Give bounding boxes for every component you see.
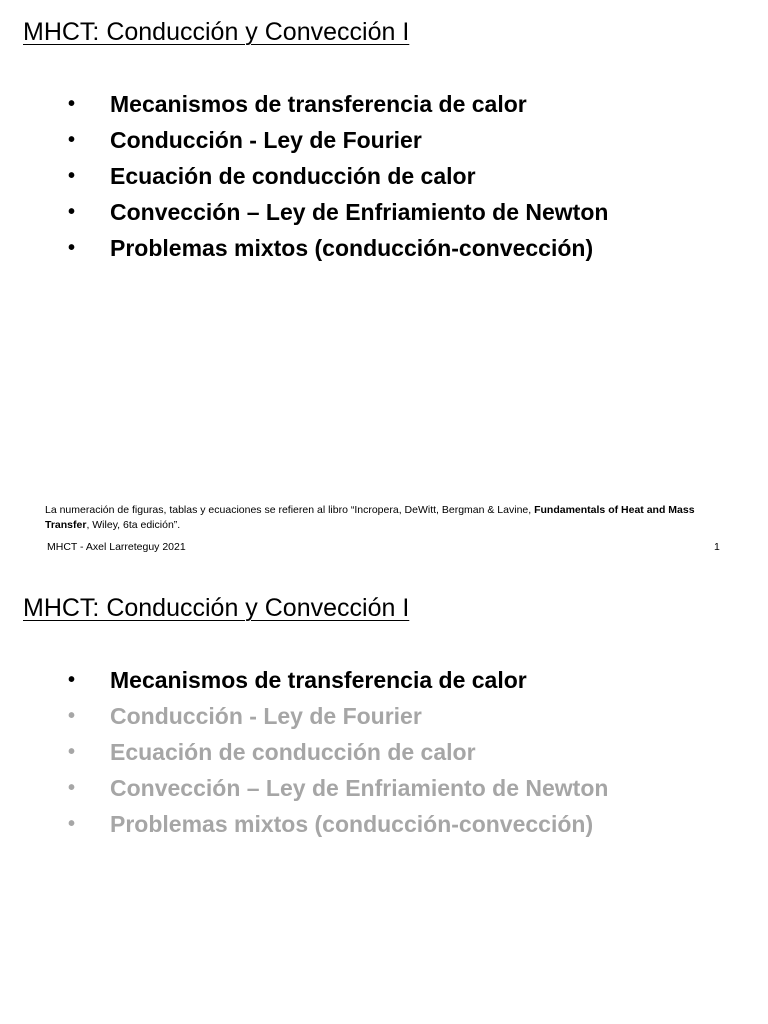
- bullet-item-mecanismos: [68, 86, 608, 122]
- bullet-icon: •: [68, 813, 76, 835]
- bullet-icon: •: [68, 669, 76, 691]
- reference-footnote: [45, 503, 735, 533]
- bullet-text: Ecuación de conducción de calor: [110, 738, 476, 765]
- slide-title: MHCT: Conducción y Convección I: [23, 18, 410, 46]
- slide-2: [0, 576, 768, 1024]
- footnote-text-2: , Wiley, 6ta edición”.: [86, 519, 181, 531]
- bullet-item-conduccion: [68, 698, 608, 734]
- bullet-text: Ecuación de conducción de calor: [110, 162, 476, 189]
- bullet-list: [68, 662, 608, 842]
- bullet-text: Conducción - Ley de Fourier: [110, 702, 422, 729]
- bullet-item-problemas: [68, 230, 608, 266]
- bullet-text: Mecanismos de transferencia de calor: [110, 90, 527, 117]
- footer-author: MHCT - Axel Larreteguy 2021: [47, 541, 186, 553]
- bullet-icon: •: [68, 165, 76, 187]
- bullet-text: Mecanismos de transferencia de calor: [110, 666, 527, 693]
- bullet-text: Problemas mixtos (conducción-convección): [110, 810, 594, 837]
- bullet-icon: •: [68, 237, 76, 259]
- bullet-icon: •: [68, 129, 76, 151]
- bullet-icon: •: [68, 741, 76, 763]
- bullet-icon: •: [68, 201, 76, 223]
- bullet-text: Conducción - Ley de Fourier: [110, 126, 422, 153]
- bullet-item-mecanismos: [68, 662, 608, 698]
- footnote-text-1: La numeración de figuras, tablas y ecuaciones se refieren al libro “Incropera, DeWitt, Bergman & Lavine,: [45, 504, 535, 516]
- bullet-item-ecuacion: [68, 158, 608, 194]
- page-number: 1: [714, 541, 720, 553]
- footnote-book-title: Fundamentals of Heat and Mass Transfer: [45, 504, 695, 531]
- bullet-item-conduccion: [68, 122, 608, 158]
- bullet-list: [68, 86, 608, 266]
- bullet-icon: •: [68, 705, 76, 727]
- bullet-item-conveccion: [68, 194, 608, 230]
- slide-title: MHCT: Conducción y Convección I: [23, 594, 410, 622]
- bullet-text: Problemas mixtos (conducción-convección): [110, 234, 594, 261]
- bullet-text: Convección – Ley de Enfriamiento de Newton: [110, 774, 609, 801]
- bullet-item-conveccion: [68, 770, 608, 806]
- bullet-item-ecuacion: [68, 734, 608, 770]
- bullet-item-problemas: [68, 806, 608, 842]
- bullet-icon: •: [68, 93, 76, 115]
- bullet-icon: •: [68, 777, 76, 799]
- bullet-text: Convección – Ley de Enfriamiento de Newton: [110, 198, 609, 225]
